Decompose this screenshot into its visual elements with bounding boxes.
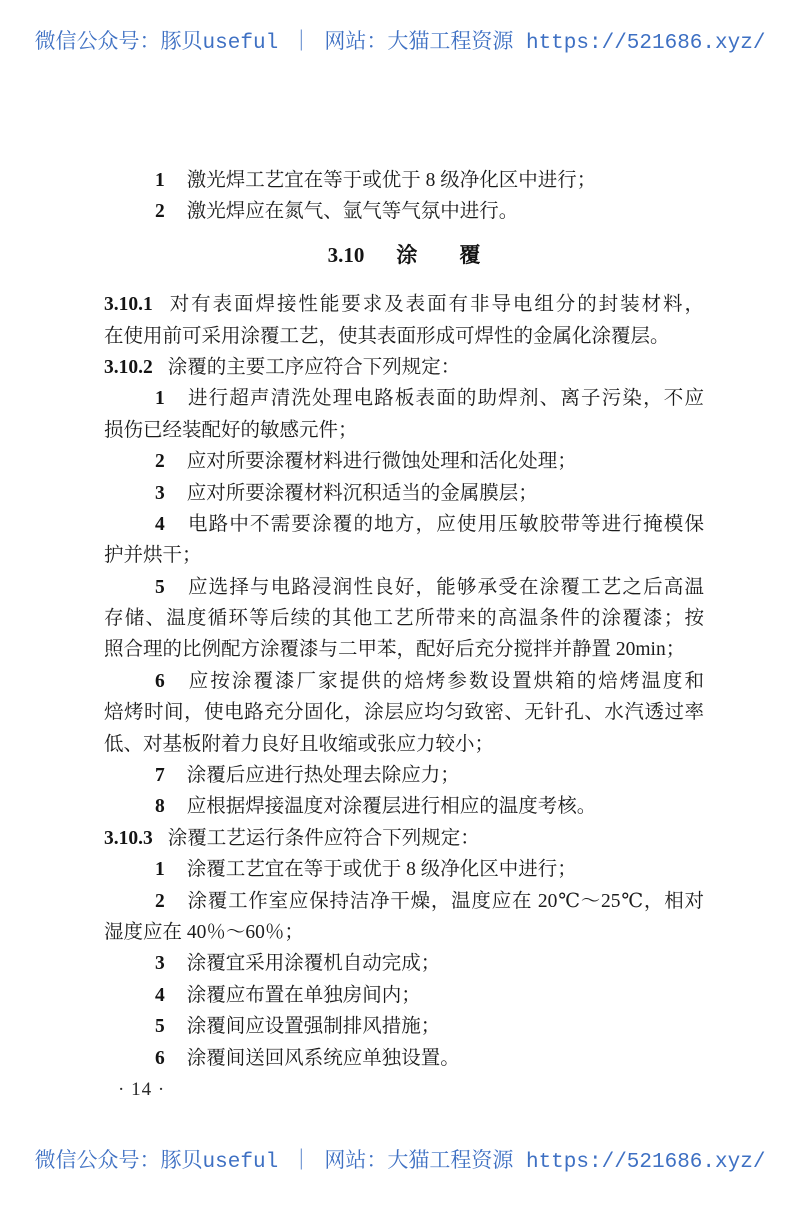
item-number: 8 (155, 796, 165, 818)
continuation-line (104, 540, 704, 571)
list-item-line (104, 948, 704, 979)
item-number: 5 (155, 576, 165, 598)
list-item-line (104, 1011, 704, 1042)
line-text: 涂覆间送回风系统应单独设置。 (186, 1047, 460, 1069)
continuation-line (104, 603, 704, 634)
list-item-line (104, 666, 704, 697)
line-text: 对有表面焊接性能要求及表面有非导电组分的封装材料， (167, 294, 704, 316)
line-text: 激光焊应在氮气、氩气等气氛中进行。 (186, 201, 519, 223)
line-text: 应对所要涂覆材料进行微蚀处理和活化处理； (186, 451, 577, 473)
item-number: 1 (155, 388, 165, 410)
line-text: 湿度应在 40％～60％； (104, 921, 304, 943)
item-number: 6 (155, 670, 165, 692)
list-item-line (104, 1043, 704, 1074)
item-number: 7 (155, 765, 165, 787)
line-text: 电路中不需要涂覆的地方，应使用压敏胶带等进行掩模保 (186, 513, 704, 535)
line-text: 激光焊工艺宜在等于或优于 8 级净化区中进行； (186, 170, 597, 191)
continuation-line (104, 415, 704, 446)
page-number: · 14 · (118, 1079, 166, 1100)
item-number: 1 (155, 170, 165, 191)
item-number: 2 (155, 451, 165, 473)
line-text: 存储、温度循环等后续的其他工艺所带来的高温条件的涂覆漆；按 (104, 608, 704, 630)
clause-line-3-10-3 (104, 823, 704, 854)
list-item-line (104, 886, 704, 917)
item-number: 1 (155, 859, 165, 881)
clause-line-3-10-2 (104, 352, 704, 383)
line-text: 应按涂覆漆厂家提供的焙烤参数设置烘箱的焙烤温度和 (186, 670, 704, 692)
line-text: 应根据焊接温度对涂覆层进行相应的温度考核。 (186, 796, 597, 818)
line-text: 涂覆工艺宜在等于或优于 8 级净化区中进行； (186, 859, 577, 881)
line-text: 应对所要涂覆材料沉积适当的金属膜层； (186, 482, 538, 504)
item-number: 4 (155, 984, 165, 1006)
continuation-line (104, 729, 704, 760)
footer-watermark: 微信公众号：豚贝useful ｜ 网站：大猫工程资源 https://521686.xyz/ (34, 1151, 766, 1174)
list-item-line (104, 572, 704, 603)
intro-item-line (104, 165, 704, 196)
line-text: 涂覆的主要工序应符合下列规定： (167, 356, 461, 378)
continuation-line (104, 634, 704, 665)
line-text: 涂覆间应设置强制排风措施； (186, 1016, 441, 1038)
item-number: 4 (155, 513, 165, 535)
section-number: 3.10 (327, 242, 365, 267)
list-item-line (104, 980, 704, 1011)
document-body (104, 165, 704, 1074)
line-text: 涂覆后应进行热处理去除应力； (186, 765, 460, 787)
header-watermark: 微信公众号：豚贝useful ｜ 网站：大猫工程资源 https://521686.xyz/ (34, 32, 766, 55)
clause-number: 3.10.1 (104, 294, 153, 316)
section-title: 涂 覆 (396, 242, 481, 267)
intro-item-line (104, 196, 704, 227)
list-item-line (104, 760, 704, 791)
item-number: 2 (155, 201, 165, 223)
line-text: 焙烤时间，使电路充分固化，涂层应均匀致密、无针孔、水汽透过率 (104, 702, 704, 724)
line-text: 应选择与电路浸润性良好，能够承受在涂覆工艺之后高温 (186, 576, 704, 598)
clause-number: 3.10.2 (104, 356, 153, 378)
line-text: 进行超声清洗处理电路板表面的助焊剂、离子污染，不应 (186, 388, 704, 410)
list-item-line (104, 854, 704, 885)
continuation-line (104, 917, 704, 948)
line-text: 损伤已经装配好的敏感元件； (104, 419, 358, 441)
line-text: 涂覆应布置在单独房间内； (186, 984, 421, 1006)
item-number: 2 (155, 890, 165, 912)
item-number: 3 (155, 482, 165, 504)
continuation-line (104, 697, 704, 728)
line-text: 涂覆宜采用涂覆机自动完成； (186, 953, 441, 975)
list-item-line (104, 791, 704, 822)
list-item-line (104, 383, 704, 414)
line-text: 涂覆工艺运行条件应符合下列规定： (167, 827, 480, 849)
line-text: 照合理的比例配方涂覆漆与二甲苯，配好后充分搅拌并静置 20min； (104, 639, 686, 661)
list-item-line (104, 446, 704, 477)
list-item-line (104, 509, 704, 540)
item-number: 3 (155, 953, 165, 975)
clause-number: 3.10.3 (104, 827, 153, 849)
clause-line-3-10-1 (104, 289, 704, 320)
list-item-line (104, 478, 704, 509)
continuation-line (104, 321, 704, 352)
item-number: 5 (155, 1016, 165, 1038)
item-number: 6 (155, 1047, 165, 1069)
line-text: 护并烘干； (104, 545, 202, 567)
section-heading (104, 240, 704, 271)
line-text: 在使用前可采用涂覆工艺，使其表面形成可焊性的金属化涂覆层。 (104, 325, 670, 347)
line-text: 低、对基板附着力良好且收缩或张应力较小； (104, 733, 495, 755)
line-text: 涂覆工作室应保持洁净干燥，温度应在 20℃～25℃，相对 (186, 890, 704, 912)
